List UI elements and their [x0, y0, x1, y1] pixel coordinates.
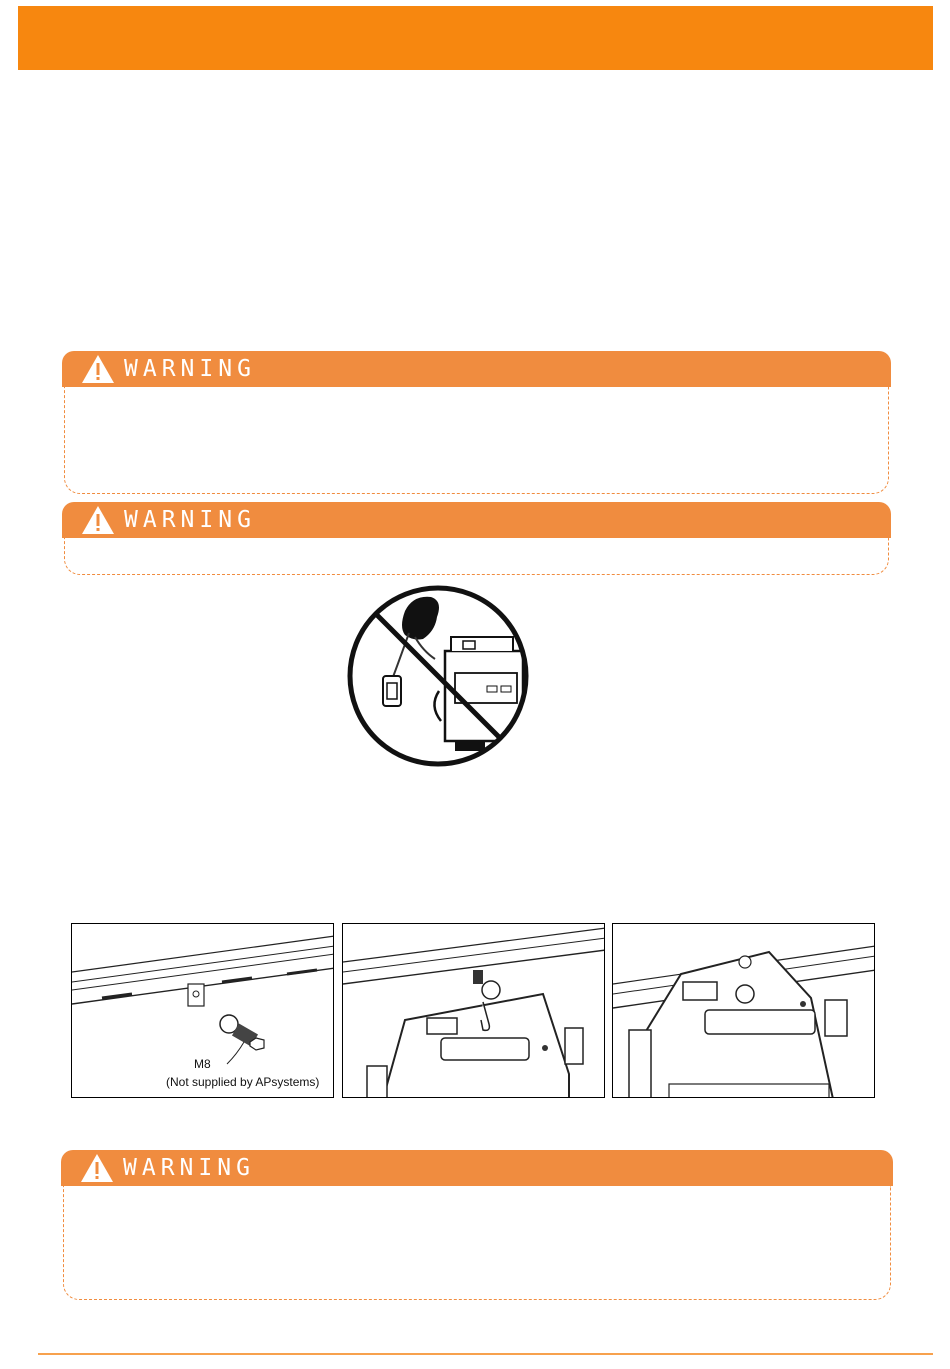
mounting-figure-2: [342, 923, 605, 1098]
footer-rule: [38, 1353, 933, 1355]
warning-label: WARNING: [123, 1155, 255, 1181]
warning-triangle-icon: [81, 354, 115, 384]
warning-box-2: [62, 502, 891, 575]
no-carry-by-cable-icon: [343, 581, 533, 771]
bolt-note-label: (Not supplied by APsystems): [166, 1075, 320, 1089]
warning-header: [62, 351, 891, 387]
warning-body: [63, 1186, 891, 1300]
warning-body: [64, 538, 889, 575]
bolt-size-label: M8: [194, 1057, 211, 1071]
mounting-figure-3: [612, 923, 875, 1098]
warning-body: [64, 387, 889, 494]
warning-label: WARNING: [124, 356, 256, 382]
mounting-figure-1: [71, 923, 334, 1098]
header-bar: [18, 6, 933, 70]
warning-triangle-icon: [81, 505, 115, 535]
warning-box-1: [62, 351, 891, 494]
warning-triangle-icon: [80, 1153, 114, 1183]
warning-box-3: [61, 1150, 893, 1300]
warning-label: WARNING: [124, 507, 256, 533]
warning-header: [62, 502, 891, 538]
warning-header: [61, 1150, 893, 1186]
